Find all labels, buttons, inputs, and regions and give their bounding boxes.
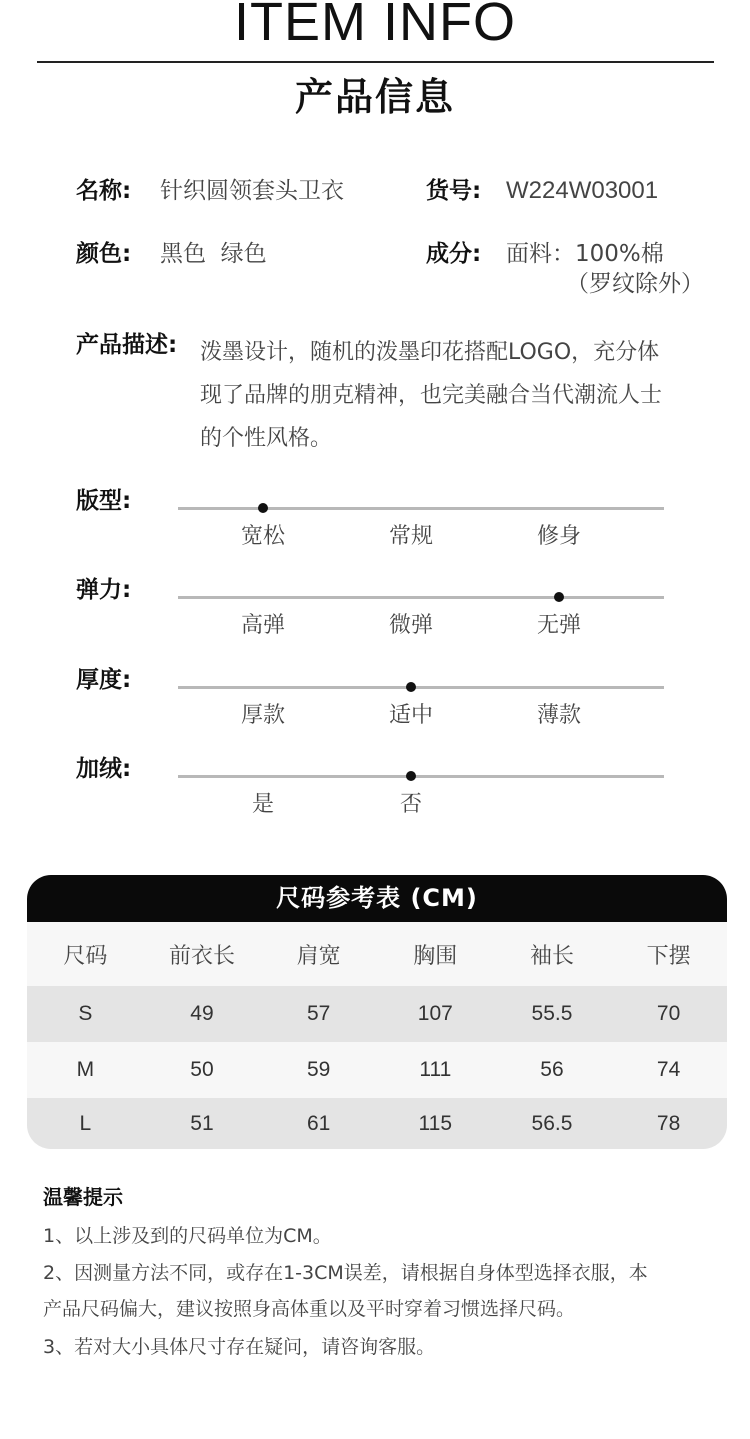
scale-indicator-dot (258, 503, 268, 513)
table-cell: 111 (419, 1058, 452, 1081)
scale-track (178, 775, 664, 778)
table-cell: 55.5 (531, 1002, 573, 1025)
table-row (27, 1098, 727, 1149)
scale-indicator-dot (406, 771, 416, 781)
material-value-line1: 面料：100%棉 (506, 241, 664, 267)
table-cell: 115 (418, 1111, 453, 1135)
title-chinese: 产品信息 (294, 75, 455, 119)
table-cell: 70 (656, 1002, 681, 1025)
table-cell: M (76, 1058, 95, 1081)
table-cell: 56 (540, 1058, 564, 1081)
material-label: 成分: (426, 241, 482, 267)
tips-title: 温馨提示 (43, 1185, 123, 1209)
scale-label: 版型: (76, 488, 132, 514)
scale-option: 高弹 (240, 613, 285, 638)
tip-line: 3、若对大小具体尺寸存在疑问，请咨询客服。 (43, 1336, 436, 1358)
table-cell: 59 (306, 1058, 331, 1081)
description-line: 泼墨设计，随机的泼墨印花搭配LOGO，充分体 (200, 340, 660, 365)
description-line: 的个性风格。 (200, 426, 333, 451)
tip-line: 1、以上涉及到的尺码单位为CM。 (43, 1225, 332, 1247)
size-chart (27, 875, 727, 1149)
sku-value: W224W03001 (506, 177, 659, 204)
scale-indicator-dot (406, 682, 416, 692)
description-label: 产品描述: (76, 332, 178, 358)
scale-option: 是 (251, 792, 274, 817)
scale-option: 宽松 (240, 524, 285, 549)
scale-option: 微弹 (388, 613, 433, 638)
tip-line: 2、因测量方法不同，或存在1-3CM误差，请根据自身体型选择衣服，本 (43, 1262, 648, 1284)
table-cell: 50 (190, 1058, 214, 1081)
description-text (200, 331, 712, 460)
table-cell: 78 (656, 1111, 681, 1135)
header-cell: 尺码 (63, 943, 108, 969)
size-chart-title: 尺码参考表 (CM) (27, 875, 727, 922)
scale-label: 厚度: (76, 667, 132, 693)
table-cell: 51 (190, 1111, 214, 1135)
table-row (27, 986, 727, 1042)
table-cell: L (79, 1111, 92, 1135)
color-label: 颜色: (76, 241, 132, 267)
scale-track (178, 596, 664, 599)
header-cell: 肩宽 (296, 943, 341, 969)
scale-label: 弹力: (76, 577, 132, 603)
table-cell: 107 (417, 1002, 453, 1025)
scale-option: 否 (399, 792, 422, 817)
name-field (76, 177, 131, 205)
table-cell: 61 (306, 1111, 331, 1135)
name-value: 针织圆领套头卫衣 (160, 178, 344, 204)
description-line: 现了品牌的朋克精神，也完美融合当代潮流人士 (200, 383, 663, 408)
table-cell: S (78, 1002, 93, 1025)
name-label: 名称: (76, 178, 132, 204)
material-field (426, 240, 481, 268)
material-value-line2: （罗纹除外） (566, 271, 704, 297)
sku-label: 货号: (426, 178, 482, 204)
scale-track (178, 507, 664, 510)
scale-option: 厚款 (240, 703, 285, 728)
scale-option: 修身 (536, 524, 581, 549)
header-cell: 下摆 (646, 943, 691, 969)
scale-indicator-dot (554, 592, 564, 602)
scale-track (178, 686, 664, 689)
scale-option: 适中 (388, 703, 433, 728)
header-cell: 胸围 (413, 943, 458, 969)
sku-field (426, 177, 481, 205)
table-row (27, 1042, 727, 1098)
color-value: 黑色 绿色 (160, 241, 267, 267)
color-field (76, 240, 131, 268)
size-chart-header-row (27, 922, 727, 986)
scale-option: 薄款 (536, 703, 581, 728)
title-english: ITEM INFO (234, 0, 516, 52)
scale-option: 常规 (388, 524, 433, 549)
table-cell: 49 (190, 1002, 214, 1025)
table-cell: 74 (656, 1058, 681, 1081)
table-cell: 56.5 (531, 1111, 573, 1135)
title-divider (37, 61, 714, 63)
scale-option: 无弹 (536, 613, 581, 638)
header-cell: 前衣长 (168, 943, 235, 969)
table-cell: 57 (306, 1002, 331, 1025)
scale-label: 加绒: (76, 756, 132, 782)
header-cell: 袖长 (529, 943, 574, 969)
tip-line: 产品尺码偏大，建议按照身高体重以及平时穿着习惯选择尺码。 (43, 1298, 576, 1320)
